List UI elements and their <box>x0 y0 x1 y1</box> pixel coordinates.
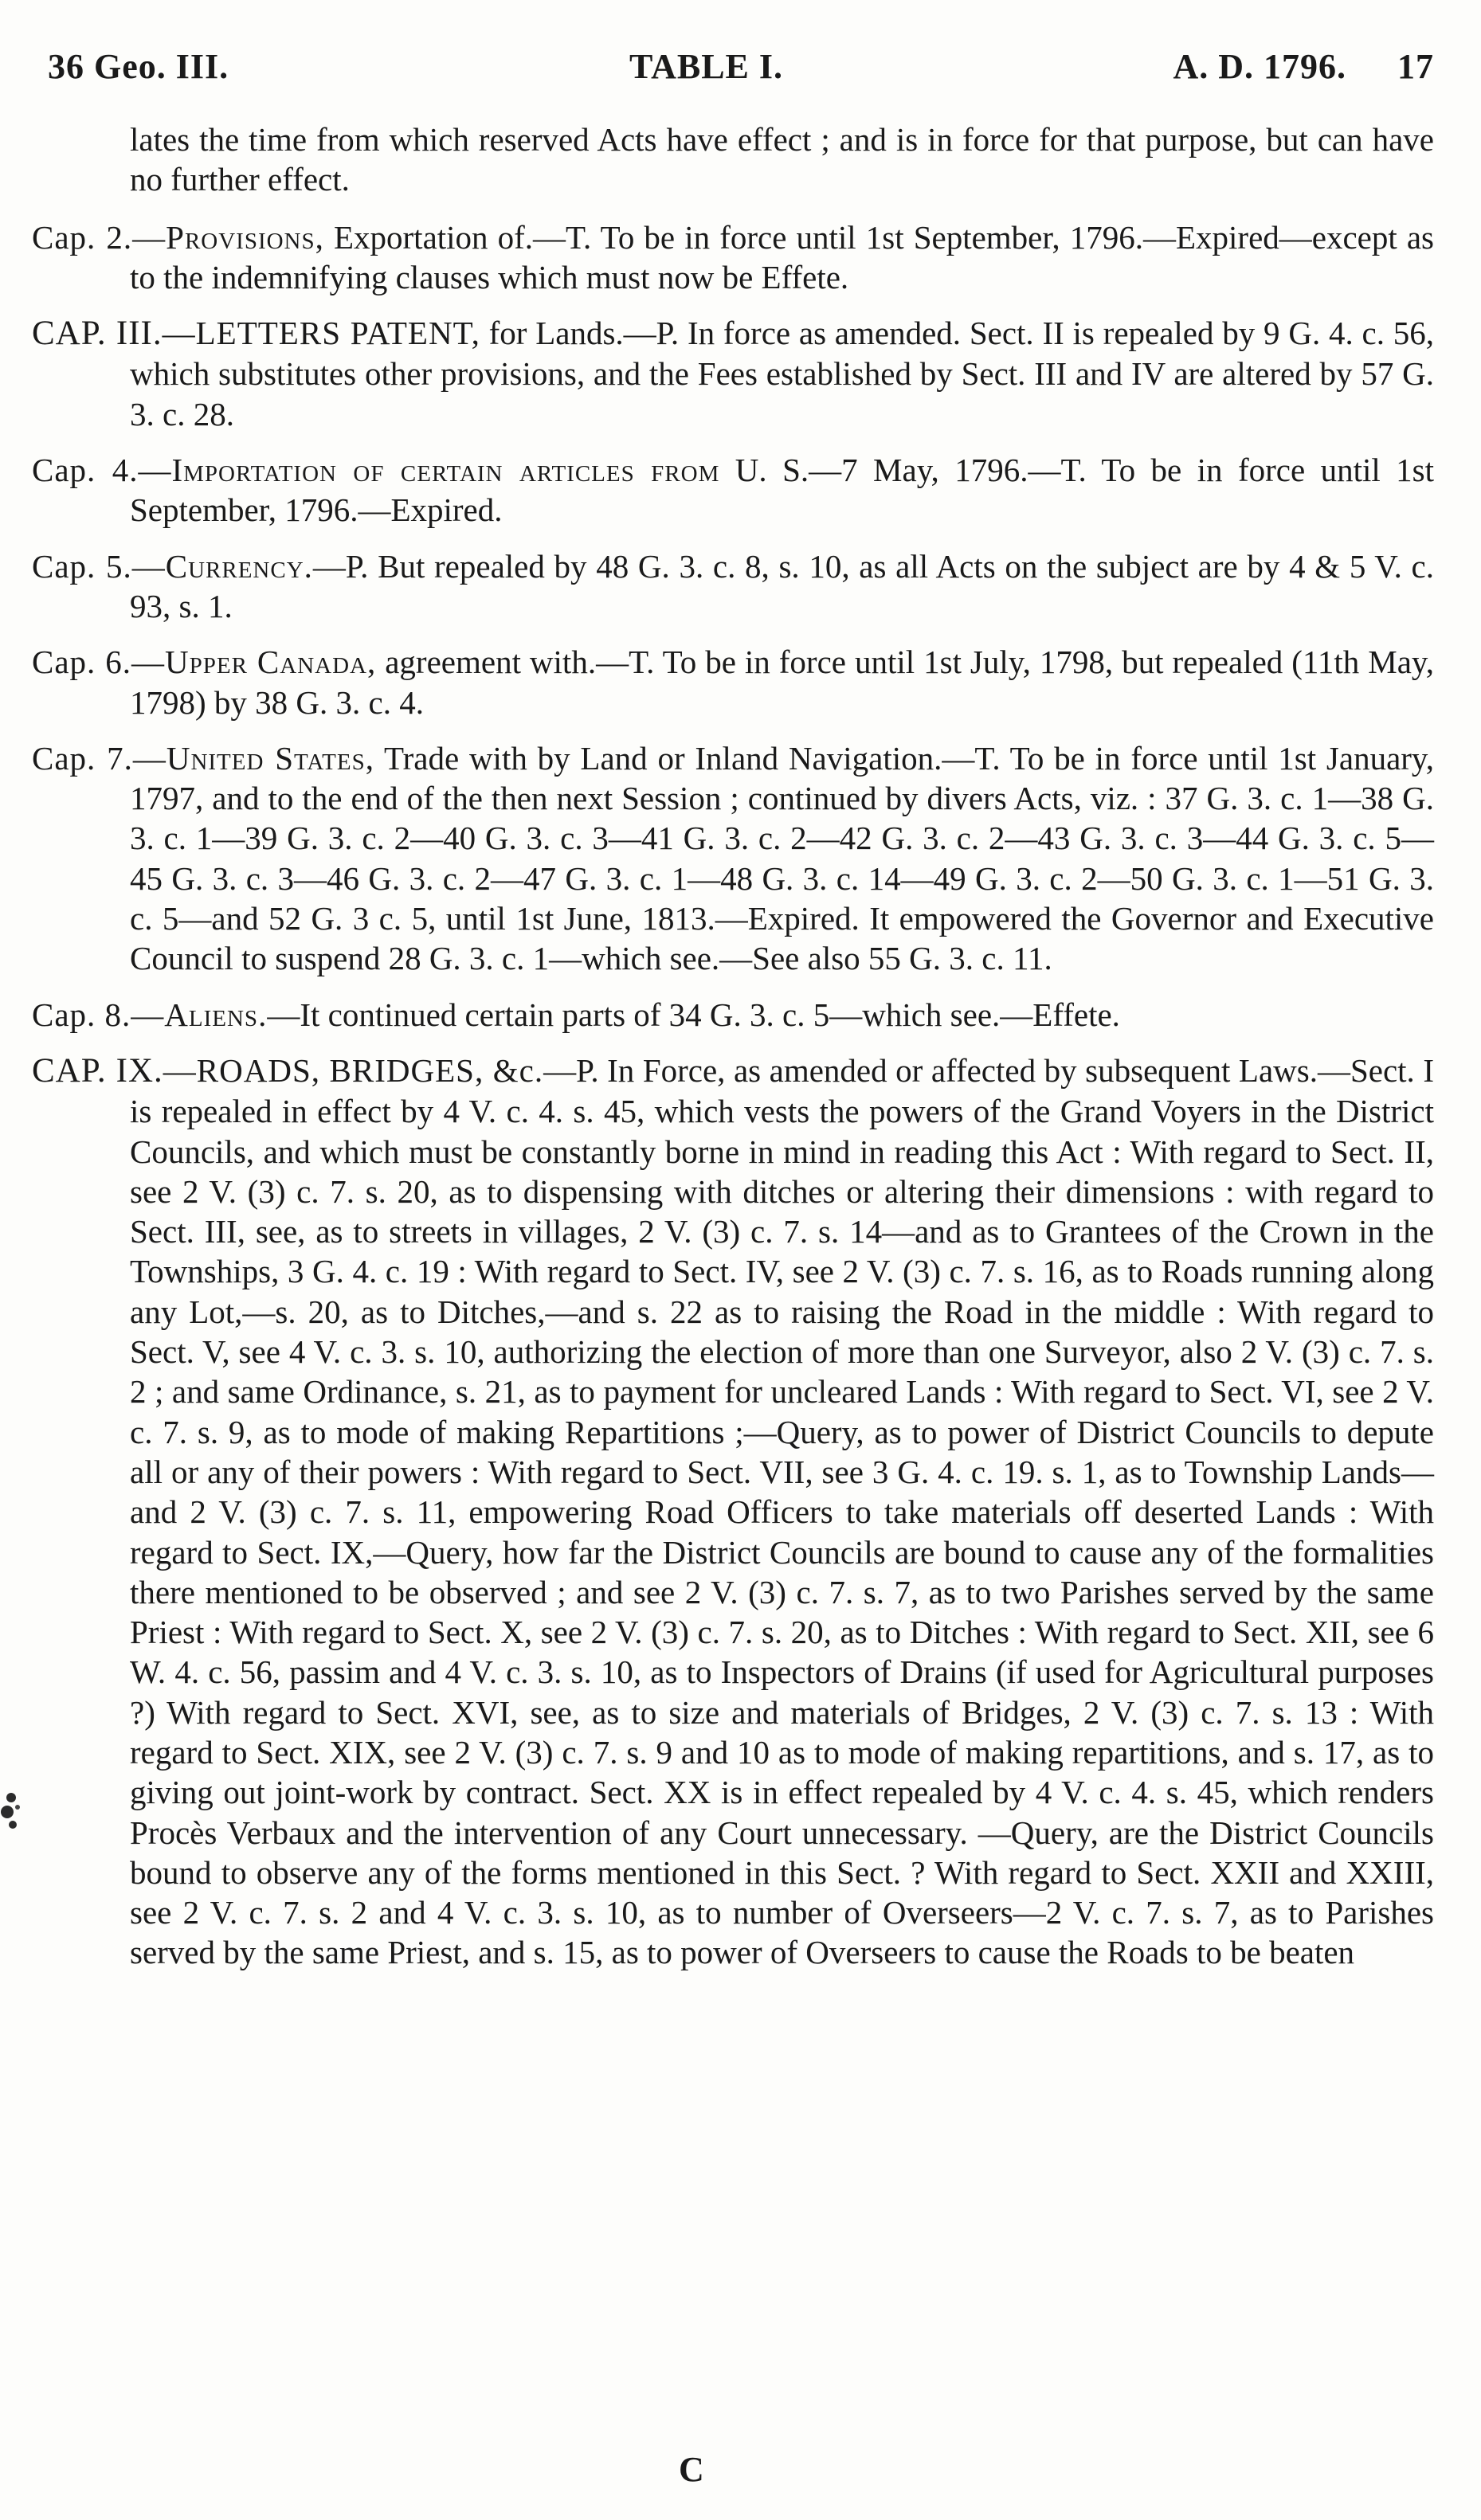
entry-text: U. S.—7 May, 1796.—T. To be in force until 1st September, 1796.—Expired. <box>130 452 1435 529</box>
entry-cap-8 <box>32 995 1434 1035</box>
entry-cap-2 <box>32 217 1434 298</box>
entry-text: Exportation of.—T. To be in force until 1st September, 1796.—Expired—except as to the indemnifying clauses which must now be Effete. <box>130 218 1434 295</box>
entry-title: —Aliens. <box>131 996 268 1033</box>
entry-cap-label: Cap. 2. <box>32 218 133 256</box>
entry-text: —P. But repealed by 48 G. 3. c. 8, s. 10, as all Acts on the subject are by 4 & 5 V. c. 93, s. 1. <box>130 547 1434 624</box>
entry-title: —Currency. <box>131 547 313 585</box>
entry-cap-4 <box>32 450 1434 530</box>
entry-text: for Lands.—P. In force as amended. Sect. II is repealed by 9 G. 4. c. 56, which substitutes other provisions, and the Fees established by Sect. III and IV are altered by 57 G. 3. c. 28. <box>130 315 1434 432</box>
entry-title: —ROADS, BRIDGES, &c. <box>163 1051 544 1089</box>
page-body <box>32 119 1434 1989</box>
entry-cap-label: CAP. IX. <box>32 1051 163 1090</box>
entry-cap-7 <box>32 738 1434 979</box>
entry-cap-label: Cap. 4. <box>32 452 139 489</box>
ink-blot-decoration <box>0 1780 32 1844</box>
entry-cap-label: Cap. 6. <box>32 644 132 681</box>
running-head <box>48 46 1434 94</box>
header-regnal-year: 36 Geo. III. <box>48 47 229 86</box>
entry-text: Trade with by Land or Inland Navigation.—T. To be in force until 1st January, 1797, and to the end of the then next Session ; continued by divers Acts, viz. : 37 G. 3. c. 1—38 G. 3. c. 1—39 G. 3. c. 2—40 G. 3. c. 3—41 G. 3. c. 2—42 G. 3. c. 2—43 G. 3. c. 3—44 G. 3. c. 5—45 G. 3. c. 3—46 G. 3. c. 2—47 G. 3. c. 1—48 G. 3. c. 14—49 G. 3. c. 2—50 G. 3. c. 1—51 G. 3. c. 5—and 52 G. 3 c. 5, until 1st June, 1813.—Expired. It empowered the Governor and Executive Council to suspend 28 G. 3. c. 1—which see.—See also 55 G. 3. c. 11. <box>130 739 1435 977</box>
entry-text: —It continued certain parts of 34 G. 3. c. 5—which see.—Effete. <box>267 996 1120 1033</box>
entry-title: —Importation of certain articles from <box>138 452 720 489</box>
entry-continuation <box>32 119 1434 200</box>
entry-cap-3 <box>32 313 1434 434</box>
entry-cap-5 <box>32 546 1434 627</box>
entry-title: —Provisions, <box>132 218 324 256</box>
entry-text: agreement with.—T. To be in force until 1st July, 1798, but repealed (11th May, 1798) by 38 G. 3. c. 4. <box>130 644 1435 721</box>
entry-cap-label: CAP. III. <box>32 315 163 353</box>
entry-title: —United States, <box>132 739 374 777</box>
entry-cap-label: Cap. 8. <box>32 996 131 1033</box>
entry-title: —LETTERS PATENT, <box>162 315 480 352</box>
entry-cap-label: Cap. 7. <box>32 739 133 777</box>
signature-mark: C <box>679 2450 704 2489</box>
header-table-title: TABLE I. <box>629 47 784 86</box>
entry-text: lates the time from which reserved Acts have effect ; and is in force for that purpose, but can have no further effect. <box>130 121 1434 198</box>
entry-cap-label: Cap. 5. <box>32 547 132 585</box>
header-year: A. D. 1796. <box>1173 47 1346 86</box>
entry-text: —P. In Force, as amended or affected by subsequent Laws.—Sect. I is repealed in effect by 4 V. c. 4. s. 45, which vests the powers of the Grand Voyers in the District Councils, and which must be constantly borne in mind in reading this Act : With regard to Sect. II, see 2 V. (3) c. 7. s. 20, as to dispensing with ditches or altering their dimensions : with regard to Sect. III, see, as to streets in villages, 2 V. (3) c. 7. s. 14—and as to Grantees of the Crown in the Townships, 3 G. 4. c. 19 : With regard to Sect. IV, see 2 V. (3) c. 7. s. 16, as to Roads running along any Lot,—s. 20, as to Ditches,—and s. 22 as to raising the Road in the middle : With regard to Sect. V, see 4 V. c. 3. s. 10, authorizing the election of more than one Surveyor, also 2 V. (3) c. 7. s. 2 ; and same Ordinance, s. 21, as to payment for uncleared Lands : With regard to Sect. VI, see 2 V. c. 7. s. 9, as to mode of making Repartitions ;—Query, as to power of District Councils to depute all or any of their powers : With regard to Sect. VII, see 3 G. 4. c. 19. s. 1, as to Township Lands—and 2 V. (3) c. 7. s. 11, empowering Road Officers to take materials off deserted Lands : With regard to Sect. IX,—Query, how far the District Councils are bound to cause any of the formalities there mentioned to be observed ; and see 2 V. (3) c. 7. s. 7, as to two Parishes served by the same Priest : With regard to Sect. X, see 2 V. (3) c. 7. s. 20, as to Ditches : With regard to Sect. XII, see 6 W. 4. c. 56, passim and 4 V. c. 3. s. 10, as to Inspectors of Drains (if used for Agricultural purposes ?) With regard to Sect. XVI, see, as to size and materials of Bridges, 2 V. (3) c. 7. s. 13 : With regard to Sect. XIX, see 2 V. (3) c. 7. s. 9 and 10 as to mode of making repartitions, and s. 17, as to giving out joint-work by contract. Sect. XX is in effect repealed by 4 V. c. 4. s. 45, which renders Procès Verbaux and the intervention of any Court unnecessary. —Query, are the District Councils bound to observe any of the forms mentioned in this Sect. ? With regard to Sect. XXII and XXIII, see 2 V. c. 7. s. 2 and 4 V. c. 3. s. 10, as to number of Overseers—2 V. c. 7. s. 7, as to Parishes served by the same Priest, and s. 15, as to power of Overseers to cause the Roads to be beaten <box>130 1051 1434 1971</box>
entry-cap-6 <box>32 642 1434 722</box>
entry-cap-9 <box>32 1051 1434 1973</box>
entry-title: —Upper Canada, <box>131 644 377 681</box>
page-number: 17 <box>1397 47 1434 86</box>
